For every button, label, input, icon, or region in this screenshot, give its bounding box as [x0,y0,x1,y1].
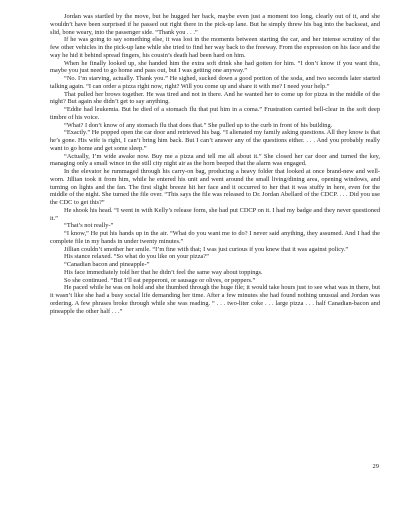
paragraph: “Eddie had leukemia. But he died of a stomach flu that put him in a coma.” Frustration carried bell-clear in the soft deep timbre of his voice. [50,106,380,121]
paragraph: He paced while he was on hold and she thumbed through the huge file; it would take hours just to see what was in there, but it wasn’t like she had a busy social life demanding her time. After a few minutes she had found nothing unusual and Jordan was ordering. A few phrases broke through while she was reading. “ . . . two-liter coke . . . large pizza . . . half Canadian-bacon and pineapple the other half . . .” [50,284,380,315]
paragraph: “Exactly.” He popped open the car door and retrieved his bag. “I alienated my family asking questions. All they know is that he’s gone. His wife is right, I can’t bring him back. But I can’t answer any of the questions either. . . . And you probably really want to go home and get some sleep.” [50,129,380,152]
paragraph: That pulled her brows together. He was tired and not in there. And he wanted her to come up for pizza in the middle of the night? But again she didn’t get to say anything. [50,90,380,106]
paragraph: “Canadian bacon and pineapple-” [64,261,150,268]
paragraph: His face immediately told her that he didn’t feel the same way about toppings. [64,268,263,276]
paragraph: Jordan was startled by the move, but he hugged her back, maybe even just a moment too long, clearly out of it, and she wouldn’t have been surprised if he passed out right there in the pick-up lane. But he simply threw his bag into the backseat, and slid, bone weary, into the passenger side. “Thank you . . .” [50,13,380,36]
paragraph: “What? I don’t know of any stomach flu that does that.” She pulled up to the curb in front of his building. [64,121,333,129]
page-body [50,13,380,315]
paragraph: In the elevator he rummaged through his carry-on bag, producing a heavy folder that looked at once brand-new and well-worn. Jillian took it from him, while he entered his unit and went around the small living/dining area, opening windows, and turning on lights and the fan. The first slight breeze hit her face and it occurred to her that it was stuffy in here, even for the middle of the night. She turned the file over. “This says the file was released to Dr. Jordan Abellard of the CDCP. . . . Did you use the CDC to get this?” [50,168,380,206]
paragraph: “I know,” He put his hands up in the air. “What do you want me to do? I never said anything, they assumed. And I had the complete file in my hands in under twenty minutes.” [50,230,380,245]
paragraph: “That’s not really-” [64,222,114,230]
paragraph: He shook his head. “I went in with Kelly’s release form, she had put CDCP on it. I had my badge and they never questioned it.” [50,206,380,222]
paragraph: “No. I’m starving, actually. Thank you.” He sighed, sucked down a good portion of the soda, and two seconds later started talking again. “I can order a pizza right now, right? Will you come up and share it with me? I need your help.” [50,75,380,90]
paragraph: “Actually, I’m wide awake now. Buy me a pizza and tell me all about it.” She closed her car door and turned the key, managing only a small wince in the still city night air as the horn beeped that the alarm was engaged. [50,152,380,168]
page-number: 29 [372,463,379,470]
paragraph: Jillian couldn’t smother her smile. “I’m fine with that; I was just curious if you knew that it was against policy.” [64,245,349,253]
paragraph: His stance relaxed. “So what do you like on your pizza?” [64,253,209,261]
paragraph: If he was going to say something else, it was lost in the moments between starting the car, and her intense scrutiny of the few other vehicles in the pick-up lane while she tried to find her way back to the freeway. From the expression on his face and the way he hid it behind spread fingers, his cousin’s death had been hard on him. [50,36,380,59]
paragraph: So she continued. “But I’ll eat pepperoni, or sausage or olives, or peppers.” [64,276,256,284]
paragraph: When he finally looked up, she handed him the extra soft drink she had gotten for him. “I don’t know if you want this, maybe you just need to go home and pass out, but I was getting one anyway.” [50,59,380,75]
